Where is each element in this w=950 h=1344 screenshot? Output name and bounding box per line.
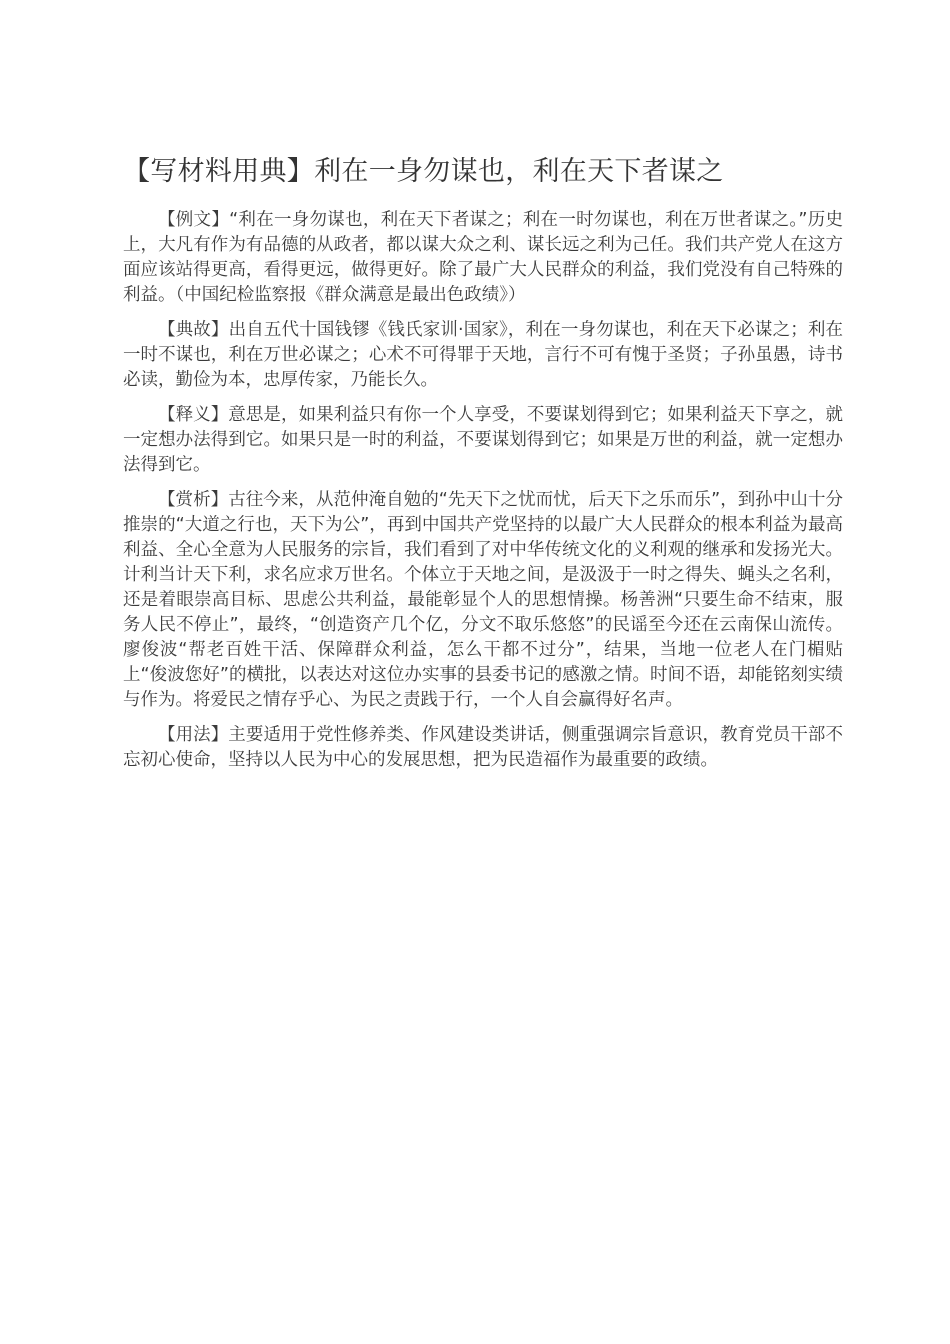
paragraph-text: 主要适用于党性修养类、作风建设类讲话，侧重强调宗旨意识，教育党员干部不忘初心使命，坚持以人民为中心的发展思想，把为民造福作为最重要的政绩。	[123, 725, 843, 770]
paragraph-text: “利在一身勿谋也，利在天下者谋之；利在一时勿谋也，利在万世者谋之。”历史上，大凡有作为有品德的从政者，都以谋大众之利、谋长远之利为己任。我们共产党人在这方面应该站得更高，看得更远，做得更好。除了最广大人民群众的利益，我们党没有自己特殊的利益。（中国纪检监察报《群众满意是最出色政绩》）	[123, 210, 843, 305]
paragraph-usage	[123, 723, 843, 773]
document-title: 【写材料用典】利在一身勿谋也，利在天下者谋之	[123, 156, 724, 187]
paragraph-text: 意思是，如果利益只有你一个人享受，不要谋划得到它；如果利益天下享之，就一定想办法得到它。如果只是一时的利益，不要谋划得到它；如果是万世的利益，就一定想办法得到它。	[123, 405, 843, 475]
paragraph-tag: 【释义】	[158, 405, 229, 425]
paragraph-tag: 【赏析】	[158, 490, 229, 510]
paragraph-text: 古往今来，从范仲淹自勉的“先天下之忧而忧，后天下之乐而乐”，到孙中山十分推崇的“大道之行也，天下为公”，再到中国共产党坚持的以最广大人民群众的根本利益为最高利益、全心全意为人民服务的宗旨，我们看到了对中华传统文化的义利观的继承和发扬光大。计利当计天下利，求名应求万世名。个体立于天地之间，是汲汲于一时之得失、蝇头之名利，还是着眼崇高目标、思虑公共利益，最能彰显个人的思想情操。杨善洲“只要生命不结束，服务人民不停止”，最终，“创造资产几个亿，分文不取乐悠悠”的民谣至今还在云南保山流传。廖俊波“帮老百姓干活、保障群众利益，怎么干都不过分”，结果，当地一位老人在门楣贴上“俊波您好”的横批，以表达对这位办实事的县委书记的感激之情。时间不语，却能铭刻实绩与作为。将爱民之情存乎心、为民之责践于行，一个人自会赢得好名声。	[123, 490, 844, 710]
paragraph-tag: 【典故】	[158, 320, 229, 340]
paragraph-tag: 【用法】	[158, 725, 229, 745]
paragraph-example	[123, 208, 843, 308]
paragraph-analysis	[123, 488, 843, 713]
paragraph-meaning	[123, 403, 843, 478]
paragraph-text: 出自五代十国钱镠《钱氏家训·国家》，利在一身勿谋也，利在天下必谋之；利在一时不谋也，利在万世必谋之；心术不可得罪于天地，言行不可有愧于圣贤；子孙虽愚，诗书必读，勤俭为本，忠厚传家，乃能长久。	[123, 320, 844, 390]
document-body	[123, 208, 843, 783]
paragraph-tag: 【例文】	[158, 210, 230, 230]
paragraph-origin	[123, 318, 843, 393]
